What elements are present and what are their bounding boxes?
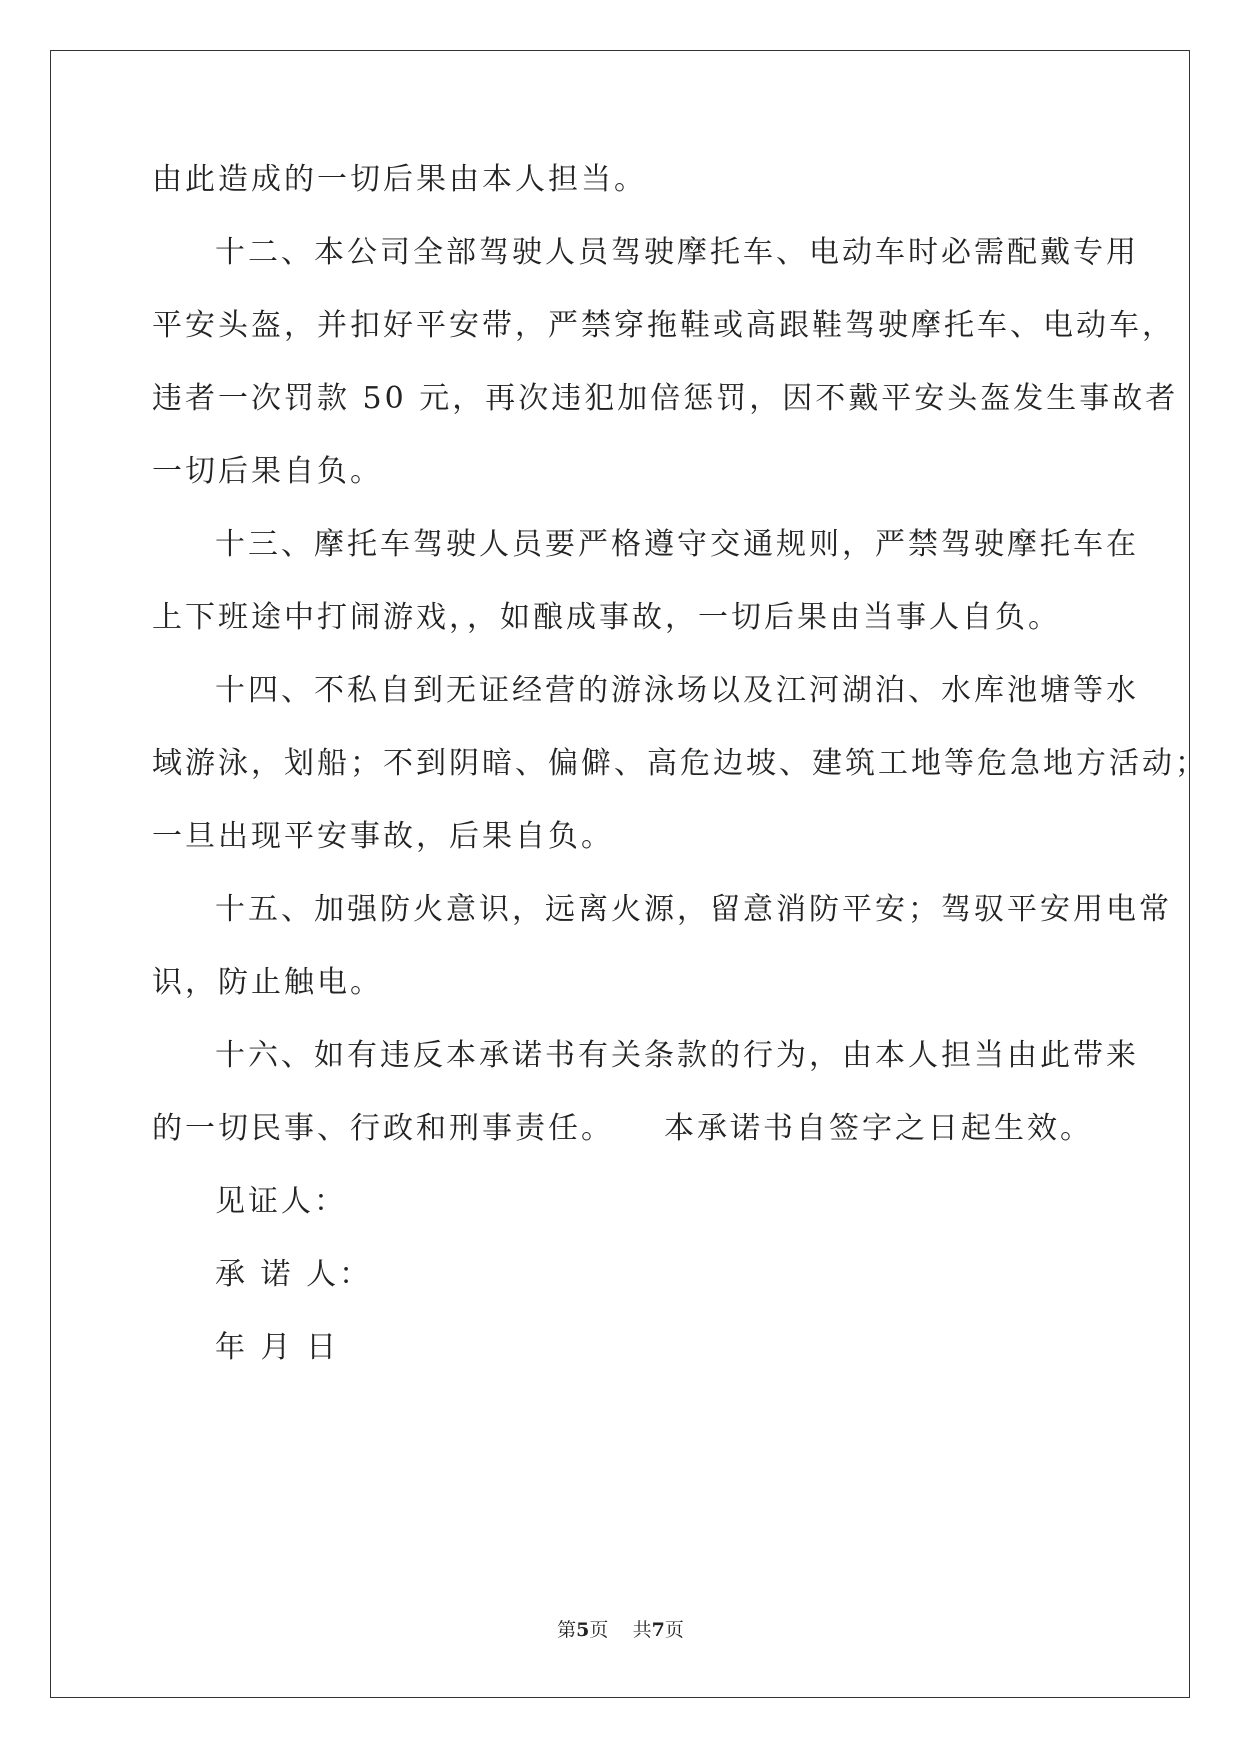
total-suffix: 页 xyxy=(664,1619,684,1641)
paragraph-line: 十三、摩托车驾驶人员要严格遵守交通规则，严禁驾驶摩托车在 xyxy=(215,527,1139,562)
paragraph-line xyxy=(152,1109,1093,1149)
paragraph-line: 识，防止触电。 xyxy=(152,965,383,1000)
page-border xyxy=(50,50,1190,1698)
paragraph-line: 十五、加强防火意识，远离火源，留意消防平安；驾驭平安用电常 xyxy=(215,892,1172,927)
paragraph-line: 违者一次罚款 50 元，再次违犯加倍惩罚，因不戴平安头盔发生事故者 xyxy=(152,381,1179,416)
paragraph-line: 十四、不私自到无证经营的游泳场以及江河湖泊、水库池塘等水 xyxy=(215,673,1139,708)
total-page-number: 7 xyxy=(651,1619,665,1641)
paragraph-line: 上下班途中打闹游戏，，如酿成事故，一切后果由当事人自负。 xyxy=(152,600,1061,635)
paragraph-text: 的一切民事、行政和刑事责任。 xyxy=(152,1111,614,1146)
paragraph-line: 平安头盔，并扣好平安带，严禁穿拖鞋或高跟鞋驾驶摩托车、电动车， xyxy=(152,308,1175,343)
date-label: 年 月 日 xyxy=(215,1330,340,1365)
paragraph-line: 一切后果自负。 xyxy=(152,454,383,489)
total-prefix: 共 xyxy=(632,1619,652,1641)
paragraph-line: 十二、本公司全部驾驶人员驾驶摩托车、电动车时必需配戴专用 xyxy=(215,235,1139,270)
promisor-label: 承 诺 人： xyxy=(215,1257,373,1292)
current-page-number: 5 xyxy=(576,1619,590,1641)
witness-label: 见证人： xyxy=(215,1184,347,1219)
effective-clause: 本承诺书自签字之日起生效。 xyxy=(664,1111,1093,1146)
page-footer xyxy=(0,1615,1241,1642)
paragraph-line: 一旦出现平安事故，后果自负。 xyxy=(152,819,614,854)
page-prefix: 第 xyxy=(557,1619,577,1641)
paragraph-line: 域游泳，划船；不到阴暗、偏僻、高危边坡、建筑工地等危急地方活动； xyxy=(152,746,1208,781)
paragraph-line: 十六、如有违反本承诺书有关条款的行为，由本人担当由此带来 xyxy=(215,1038,1139,1073)
page-suffix: 页 xyxy=(589,1619,609,1641)
paragraph-line: 由此造成的一切后果由本人担当。 xyxy=(152,162,647,197)
